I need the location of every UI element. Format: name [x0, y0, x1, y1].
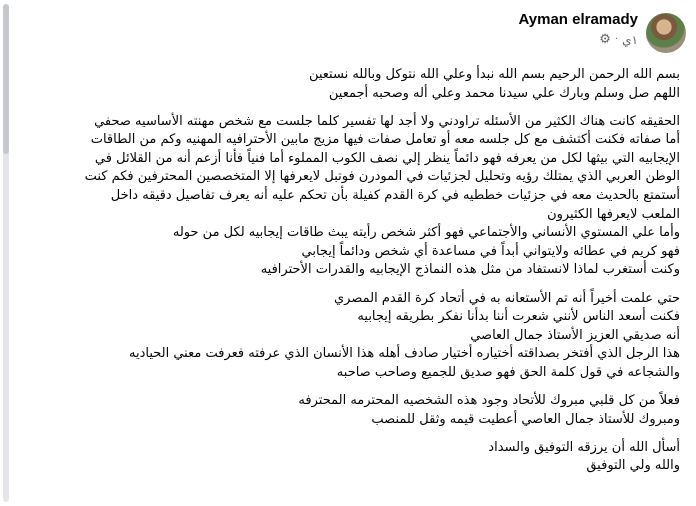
avatar[interactable]: [646, 13, 686, 53]
paragraph-2: [10, 113, 680, 280]
post-line: الوطن العربي الذي يمتلك رؤيه وتحليل لجزئيات في المودرن فوتبل لايعرفها إلا المتخصصين المحترفين فكم كنت: [84, 169, 680, 185]
post-subline: [599, 32, 638, 47]
post-header: [518, 10, 686, 58]
post-body: [10, 66, 680, 476]
author-name[interactable]: Ayman elramady: [518, 11, 638, 28]
post-line: أسأل الله أن يرزقه التوفيق والسداد: [488, 439, 680, 455]
gear-icon[interactable]: ⚙: [599, 32, 611, 47]
scrollbar[interactable]: [3, 4, 9, 502]
scrollbar-thumb[interactable]: [3, 4, 9, 154]
post-line: أستمتع بالحديث معه في جزئيات خططيه في كرة القدم كفيلة بأن تحكم عليه أنه يعرف تفاصيل دقيقه داخل: [110, 188, 680, 204]
post-line: الملعب لايعرفها الكثيرون: [547, 206, 680, 222]
post-line: فهو كريم في عطائه ولايتواني أبداً في مساعدة أي شخص ودائماً إيجابي: [301, 243, 680, 259]
post-line: فعلاً من كل قلبي مبروك للأتحاد وجود هذه الشخصيه المحترمه المحترفه: [298, 393, 680, 408]
post-line: أنه صديقي العزيز الأستاذ جمال العاصي: [470, 327, 680, 343]
post-time[interactable]: ١ي: [622, 32, 638, 47]
post-line: الحقيقه كانت هناك الكثير من الأسئله تراودني ولا أجد لها تفسير كلما جلست مع شخص مهنته الأساسيه صحفي: [94, 113, 680, 129]
post-line: أما صفاته فكنت أكتشف مع كل جلسه معه أو تعامل صفات فيها مزيج مابين الأحترافيه المهنيه وكم من الطاقات: [90, 132, 680, 148]
separator-dot: ·: [614, 34, 619, 45]
post-line: بسم الله الرحمن الرحيم بسم الله نبدأ وعلي الله نتوكل وبالله نستعين: [308, 67, 680, 82]
paragraph-5: [10, 439, 680, 476]
post-line: فكنت أسعد الناس لأنني شعرت أننا بدأنا نفكر بطريقه إيجابيه: [357, 309, 680, 325]
paragraph-3: [10, 290, 680, 383]
post-line: اللهم صل وسلم وبارك علي سيدنا محمد وعلي أله وصحبه أجمعين: [328, 85, 680, 101]
post-line: الإيجابيه التي بيثها لكل من يعرفه فهو دائماً ينظر إلي نصف الكوب المملوء أما فنياً فأنا أزعم أنه من القلائل في: [94, 150, 680, 166]
post-line: وكنت أستغرب لماذا لانستفاد من مثل هذه النماذج الإيجابيه والقدرات الأحترافيه: [260, 262, 680, 278]
paragraph-4: [10, 392, 680, 429]
post-line: حتي علمت أخيراً أنه تم الأستعانه به في أتحاد كرة القدم المصري: [334, 290, 680, 306]
paragraph-1: [10, 66, 680, 103]
post-line: ومبروك للأستاذ جمال العاصي أعطيت قيمه وثقل للمنصب: [371, 411, 680, 427]
post-line: هذا الرجل الذي أفتخر بصداقته أختياره أختيار صادف أهله هذا الأنسان الذي عرفته فعرفت معني الحياديه: [128, 346, 680, 362]
post-line: والله ولي التوفيق: [586, 458, 680, 474]
post-meta: [518, 10, 638, 47]
post-line: وأما علي المستوي الأنساني والأجتماعي فهو أكثر شخص رأيته يبث طاقات إيجابيه لكل من حوله: [172, 225, 680, 241]
post-line: والشجاعه في قول كلمة الحق فهو صديق للجميع وصاحب صاحبه: [336, 364, 680, 380]
